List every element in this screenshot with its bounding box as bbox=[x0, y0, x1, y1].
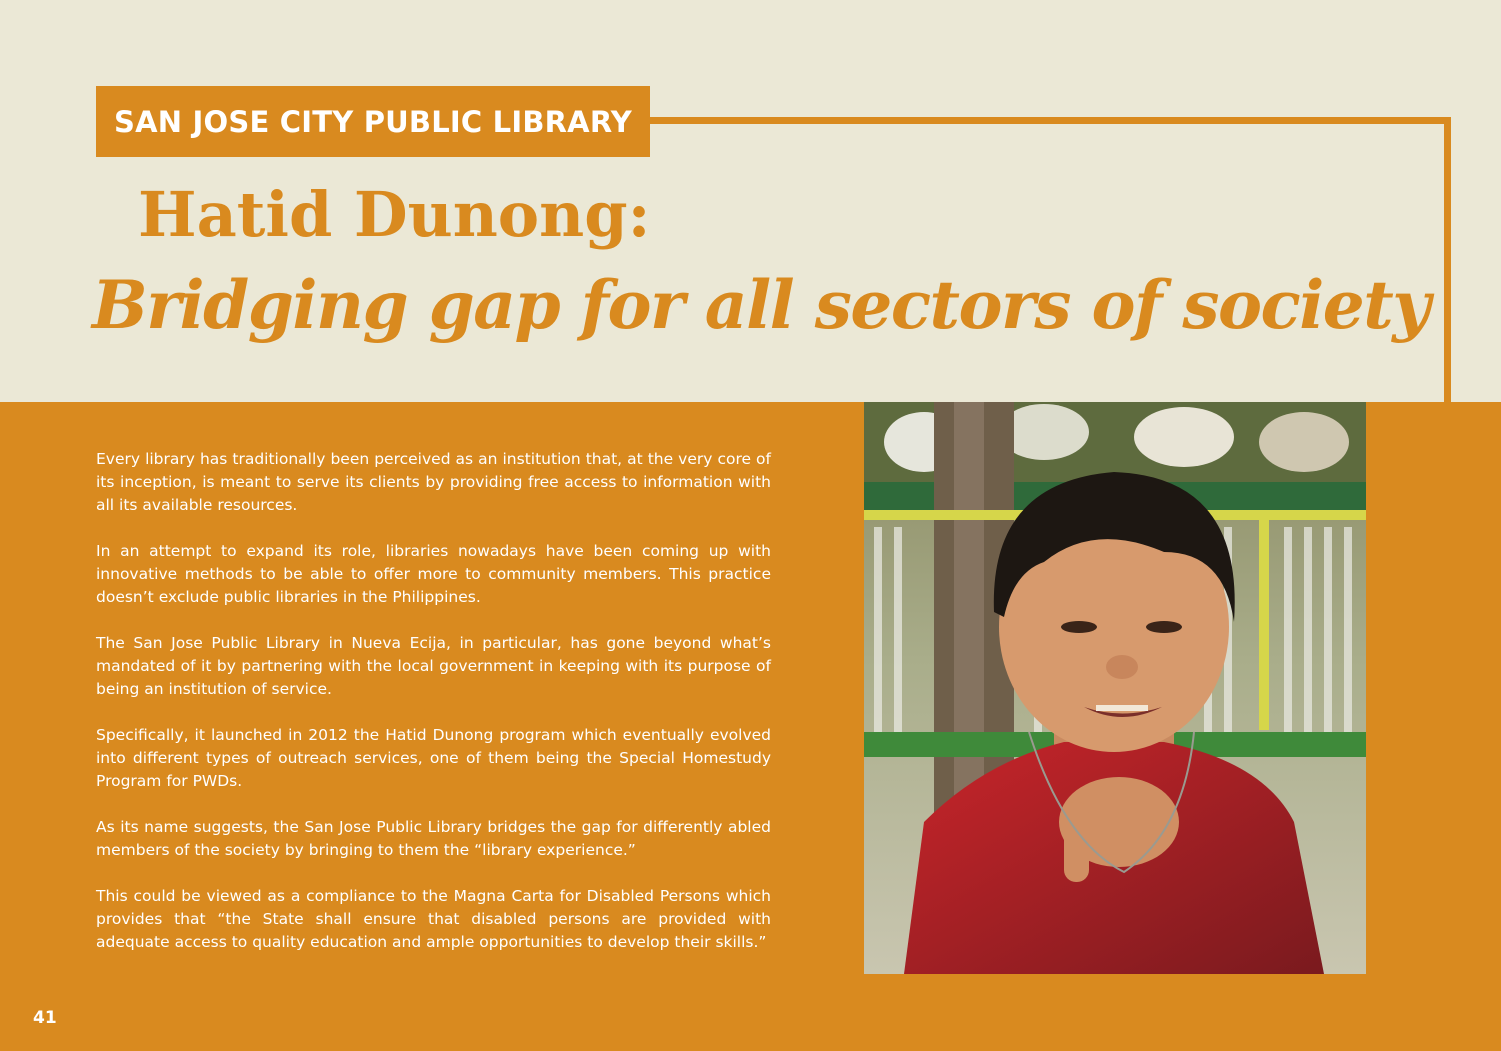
paragraph: Every library has traditionally been perceived as an institution that, at the very core of its inception, is meant to serve its clients by providing free access to information with all its available resources. bbox=[96, 450, 771, 514]
page-subtitle: Bridging gap for all sectors of society bbox=[92, 266, 1430, 344]
paragraph: This could be viewed as a compliance to the Magna Carta for Disabled Persons which provides that “the State shall ensure that disabled persons are provided with adequate access to quality education and ample opportunities to develop their skills.” bbox=[96, 887, 771, 951]
paragraph: Specifically, it launched in 2012 the Hatid Dunong program which eventually evolved into different types of outreach services, one of them being the Special Homestudy Program for PWDs. bbox=[96, 726, 771, 790]
paragraph: The San Jose Public Library in Nueva Ecija, in particular, has gone beyond what’s mandated of it by partnering with the local government in keeping with its purpose of being an institution of service. bbox=[96, 634, 771, 698]
paragraph: As its name suggests, the San Jose Public Library bridges the gap for differently abled members of the society by bringing to them the “library experience.” bbox=[96, 818, 771, 859]
section-label-text: SAN JOSE CITY PUBLIC LIBRARY bbox=[114, 104, 632, 139]
page-title: Hatid Dunong: bbox=[138, 178, 651, 251]
paragraph: In an attempt to expand its role, libraries nowadays have been coming up with innovative methods to be able to offer more to community members. This practice doesn’t exclude public libraries in the Philippines. bbox=[96, 542, 771, 606]
boy-portrait-photo bbox=[864, 402, 1366, 974]
section-label bbox=[96, 86, 650, 157]
frame-line-right bbox=[1444, 117, 1451, 407]
page-number: 41 bbox=[33, 1008, 57, 1028]
photo-illustration bbox=[864, 402, 1366, 974]
article-body bbox=[96, 448, 771, 977]
frame-line-top bbox=[650, 117, 1451, 124]
